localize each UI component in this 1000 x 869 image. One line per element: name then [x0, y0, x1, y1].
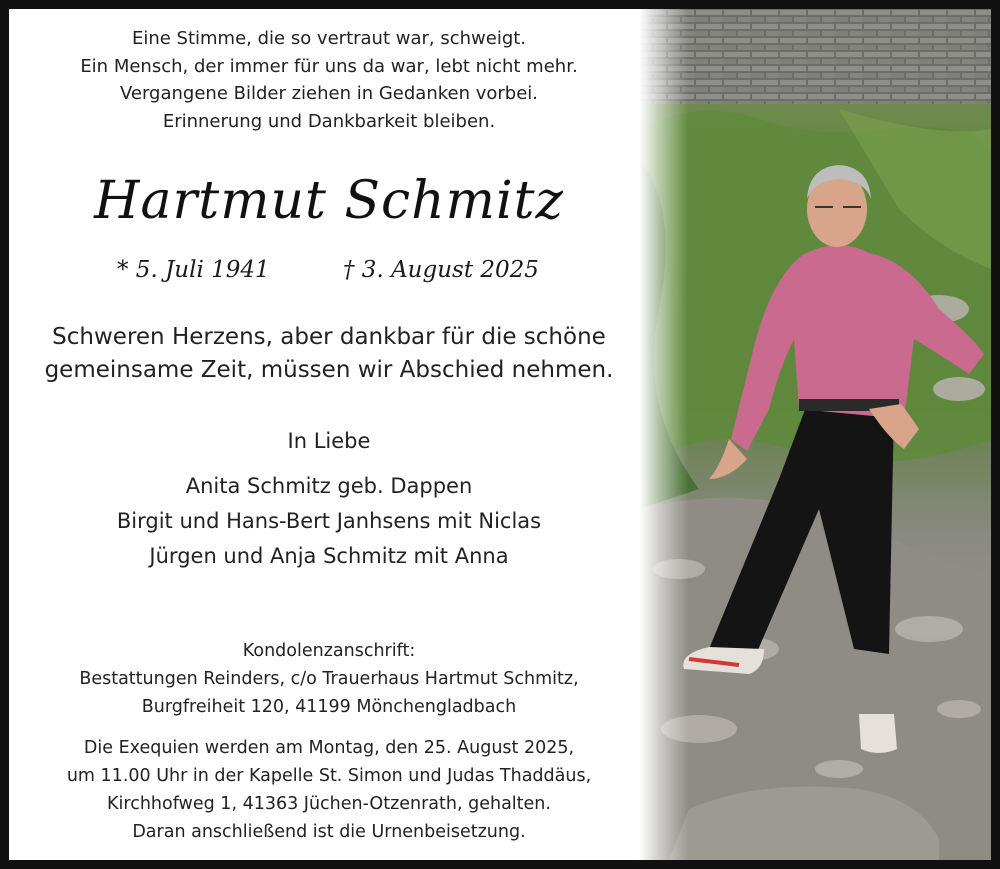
verse-line: Vergangene Bilder ziehen in Gedanken vorbei.	[119, 83, 539, 104]
mourner-entry: Birgit und Hans-Bert Janhsens mit Niclas	[116, 509, 542, 533]
mourners-list	[9, 469, 649, 574]
verse-line: Eine Stimme, die so vertraut war, schweigt.	[131, 28, 527, 49]
memorial-verse	[9, 25, 649, 135]
service-line: Daran anschließend ist die Urnenbeisetzung.	[132, 822, 526, 842]
verse-line: Erinnerung und Dankbarkeit bleiben.	[162, 110, 496, 132]
service-line: um 11.00 Uhr in der Kapelle St. Simon und Judas Thaddäus,	[66, 766, 592, 786]
birth-date: * 5. Juli 1941	[117, 257, 270, 283]
address-line: Bestattungen Reinders, c/o Trauerhaus Hartmut Schmitz,	[79, 669, 579, 689]
statement-line: gemeinsame Zeit, müssen wir Abschied nehmen.	[44, 357, 614, 383]
verse-line: Ein Mensch, der immer für uns da war, lebt nicht mehr.	[80, 55, 578, 77]
service-line: Die Exequien werden am Montag, den 25. August 2025,	[83, 738, 575, 758]
mourner-entry: Jürgen und Anja Schmitz mit Anna	[149, 544, 509, 568]
service-info	[9, 734, 649, 846]
farewell-statement	[9, 321, 649, 387]
statement-line: Schweren Herzens, aber dankbar für die schöne	[52, 324, 606, 350]
deceased-name: Hartmut Schmitz	[94, 171, 564, 231]
mourner-entry: Anita Schmitz geb. Dappen	[185, 474, 473, 498]
death-date: † 3. August 2025	[343, 257, 539, 283]
service-line: Kirchhofweg 1, 41363 Jüchen-Otzenrath, gehalten.	[107, 794, 551, 814]
portrait-photo	[639, 9, 991, 860]
condolence-address	[9, 637, 649, 721]
address-line: Burgfreiheit 120, 41199 Mönchengladbach	[141, 697, 517, 717]
address-line: Kondolenzanschrift:	[242, 641, 416, 661]
text-column	[9, 9, 649, 860]
in-love-label: In Liebe	[287, 429, 371, 453]
